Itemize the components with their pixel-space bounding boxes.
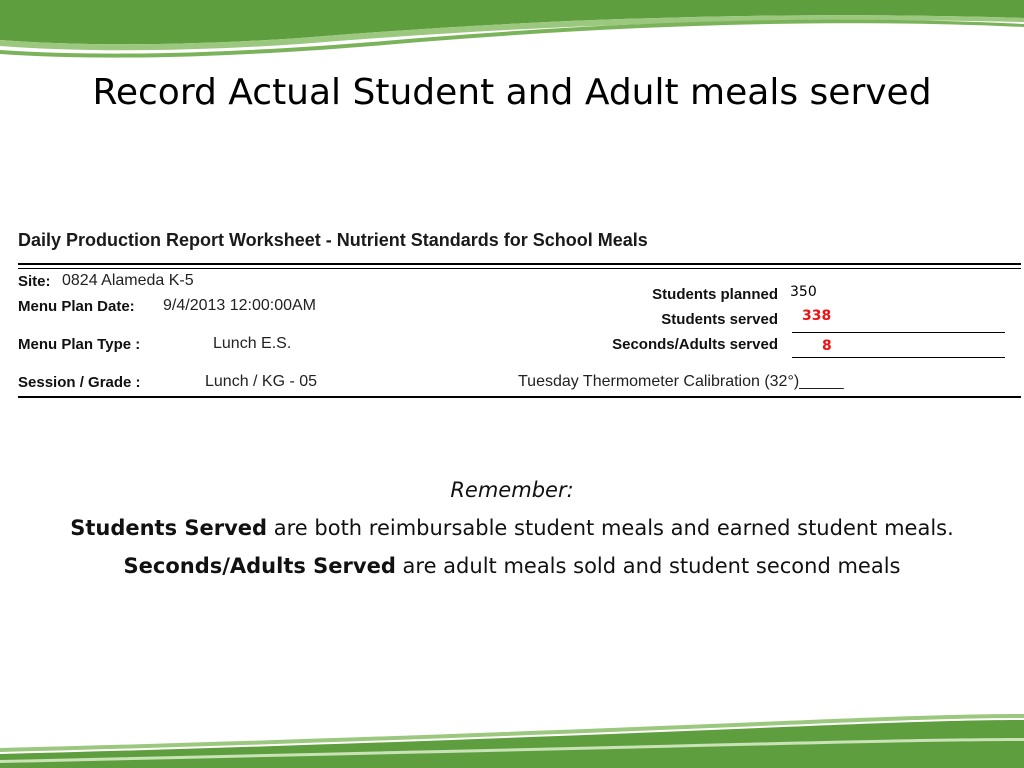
students-served-label: Students served	[661, 311, 778, 328]
thermometer-calibration: Tuesday Thermometer Calibration (32°)_____	[518, 373, 844, 390]
bottom-green-swoosh	[0, 708, 1024, 768]
seconds-adults-note	[0, 554, 1024, 578]
students-planned-label: Students planned	[652, 286, 778, 303]
students-planned-value: 350	[790, 284, 817, 300]
seconds-adults-label: Seconds/Adults served	[612, 336, 778, 353]
worksheet-heading: Daily Production Report Worksheet - Nutrient Standards for School Meals	[18, 230, 648, 250]
header-rule-thick	[18, 263, 1021, 265]
site-value: 0824 Alameda K-5	[62, 272, 194, 289]
header-rule-thin	[18, 268, 1021, 269]
top-green-swoosh	[0, 0, 1024, 70]
menu-plan-date-value: 9/4/2013 12:00:00AM	[163, 297, 317, 314]
menu-plan-type-label: Menu Plan Type :	[18, 336, 141, 353]
students-served-term: Students Served	[70, 516, 268, 540]
seconds-adults-underline	[792, 357, 1005, 358]
seconds-adults-value: 8	[822, 338, 832, 354]
daily-production-worksheet	[0, 220, 1024, 405]
slide-title: Record Actual Student and Adult meals served	[92, 72, 932, 113]
remember-heading: Remember:	[450, 478, 574, 502]
seconds-adults-term: Seconds/Adults Served	[123, 554, 396, 578]
session-grade-label: Session / Grade :	[18, 374, 141, 391]
footer-rule	[18, 396, 1021, 398]
seconds-adults-definition: are adult meals sold and student second meals	[395, 554, 901, 578]
session-grade-value: Lunch / KG - 05	[205, 373, 318, 390]
menu-plan-date-label: Menu Plan Date:	[18, 298, 135, 315]
students-served-definition: are both reimbursable student meals and earned student meals.	[267, 516, 954, 540]
menu-plan-type-value: Lunch E.S.	[213, 335, 292, 352]
students-served-note	[0, 516, 1024, 540]
remember-note	[0, 478, 1024, 592]
students-served-underline	[792, 332, 1005, 333]
students-served-value: 338	[802, 308, 832, 324]
site-label: Site:	[18, 273, 51, 290]
